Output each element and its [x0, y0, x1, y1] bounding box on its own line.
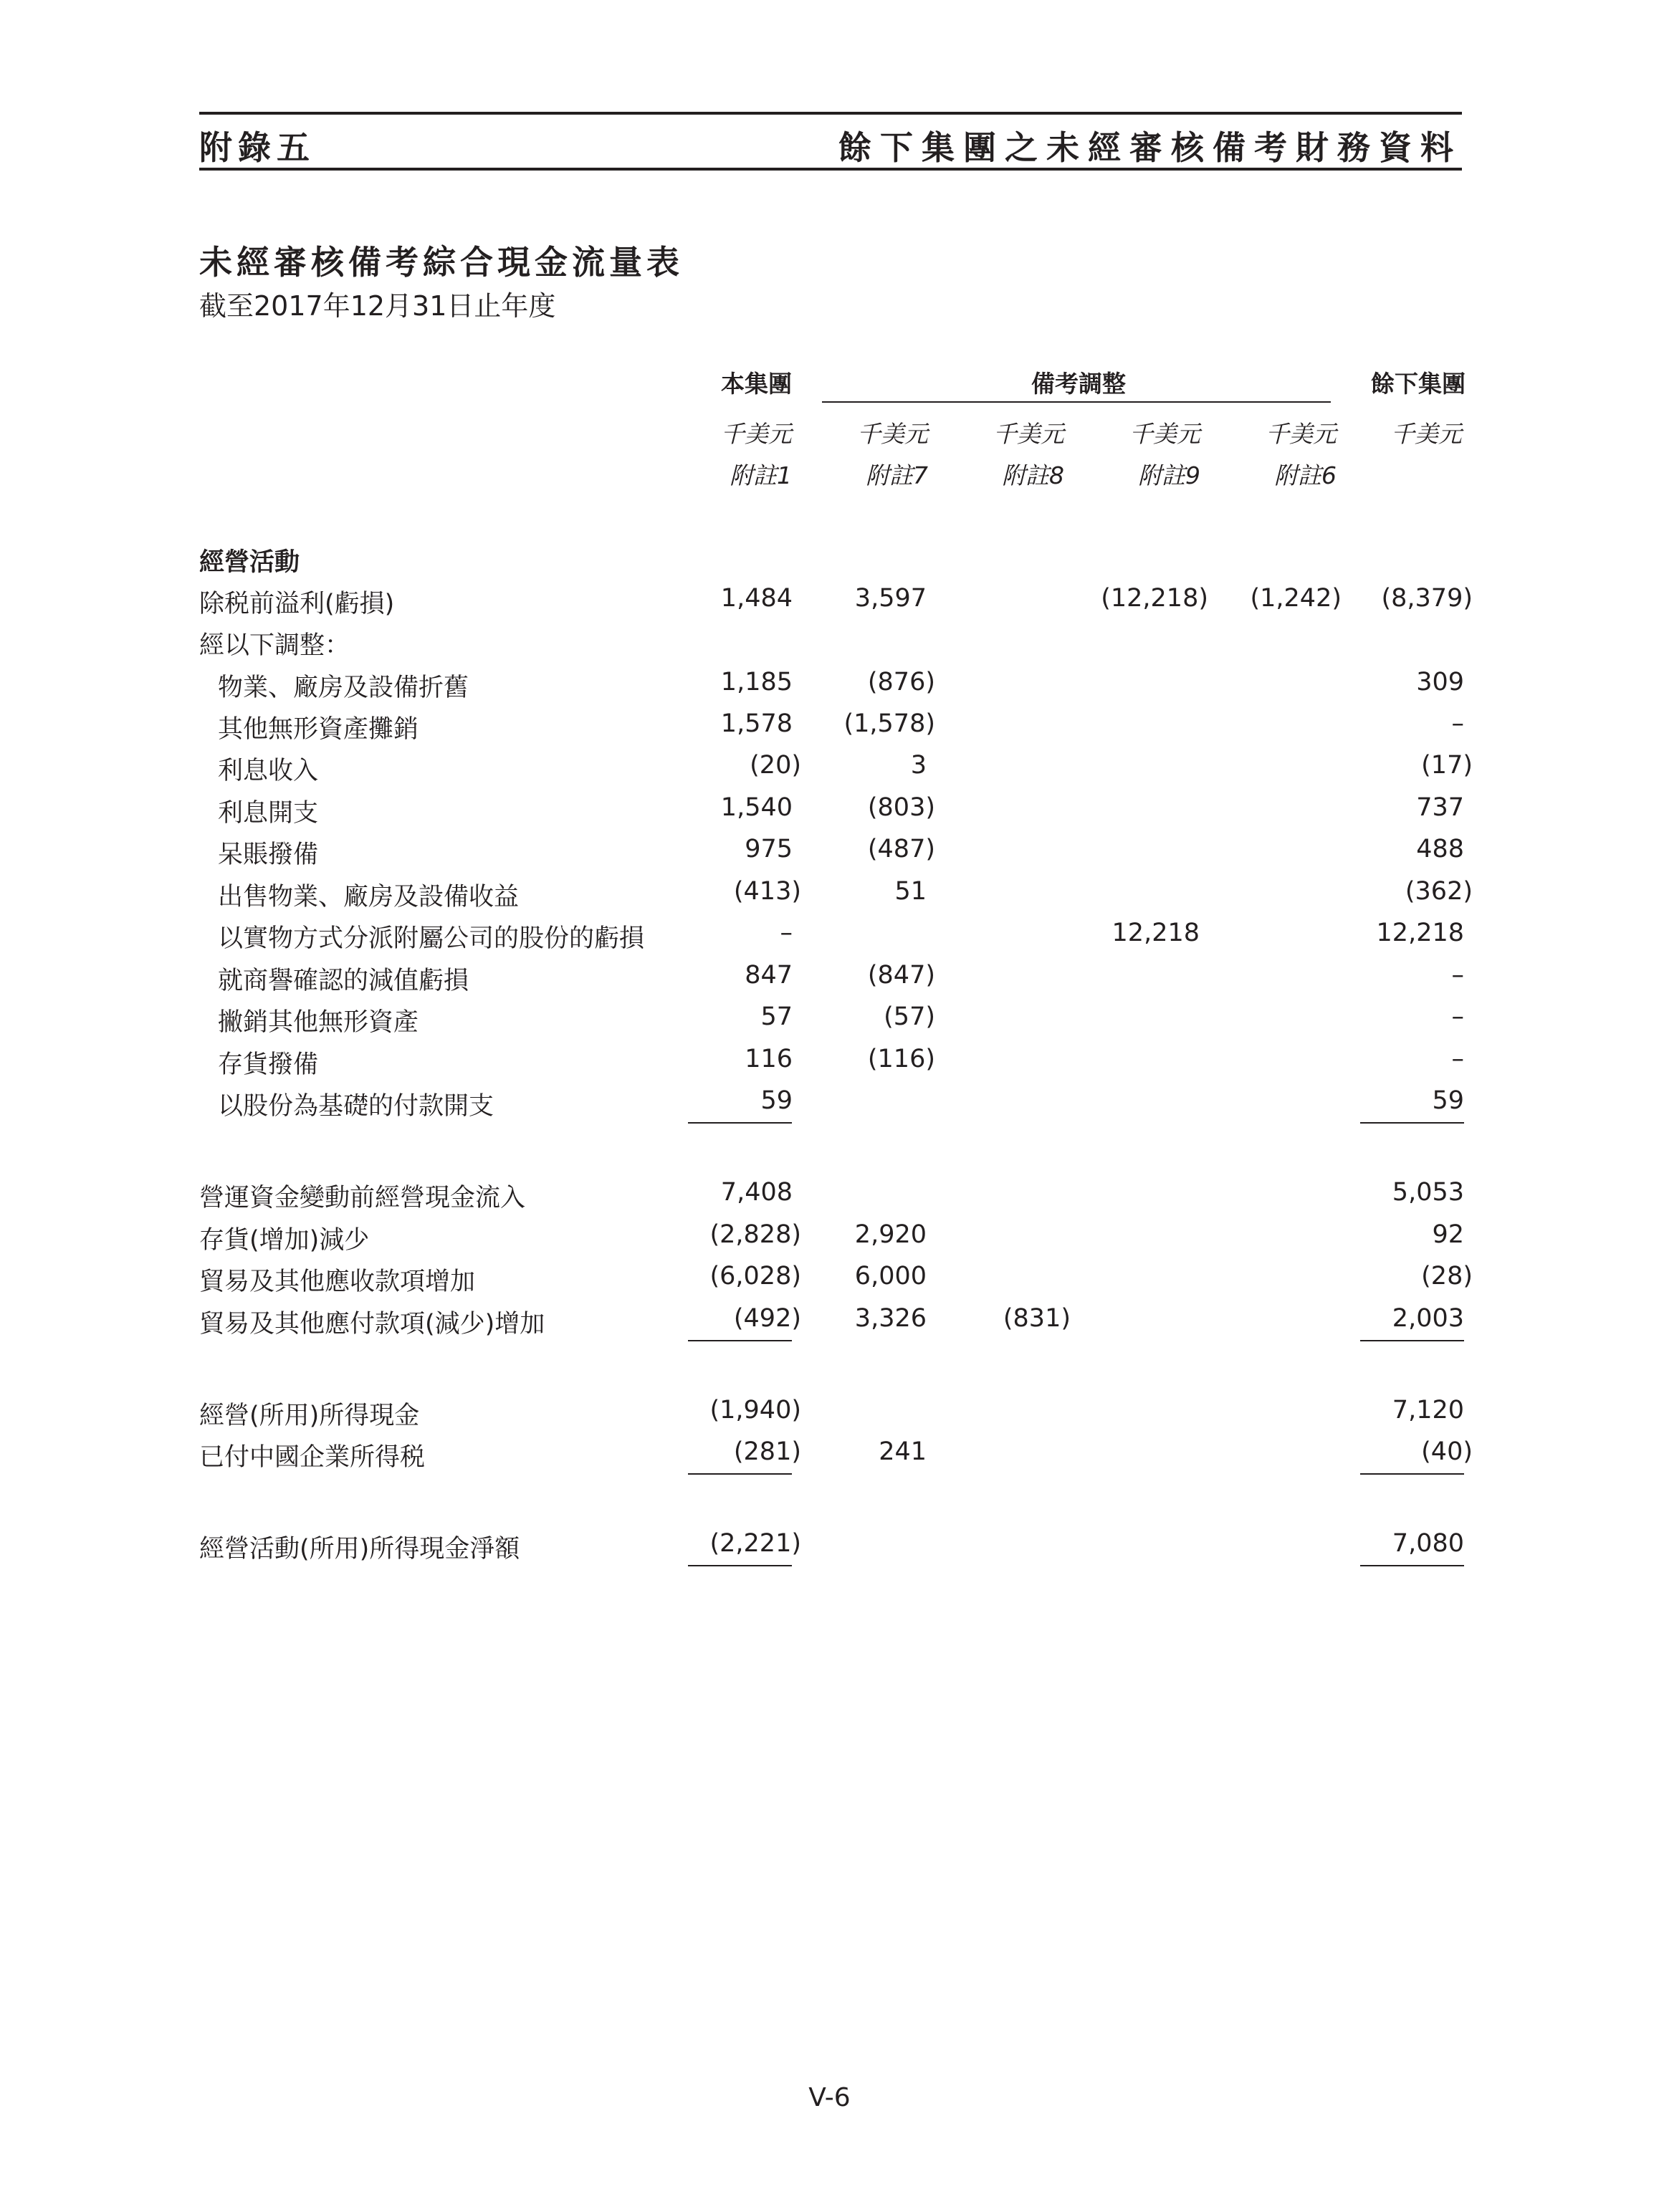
table-cell: (413) [733, 877, 801, 906]
note-col-3: 附註8 [1002, 461, 1064, 489]
note-col-2: 附註7 [866, 461, 928, 489]
table-cell: – [780, 919, 793, 947]
unit-col-5: 千美元 [1266, 420, 1337, 448]
table-cell: (2,221) [709, 1529, 801, 1558]
table-cell: (12,218) [1101, 584, 1208, 613]
table-cell: 7,080 [1392, 1529, 1464, 1558]
table-cell: (1,242) [1250, 584, 1342, 613]
total-rule [1360, 1565, 1464, 1566]
table-row [0, 1178, 1659, 1220]
row-label: 以股份為基礎的付款開支 [218, 1092, 494, 1121]
table-cell: (28) [1421, 1262, 1473, 1291]
row-label: 存貨(增加)減少 [199, 1226, 370, 1255]
table-cell: (40) [1421, 1437, 1473, 1466]
subtotal-rule [1360, 1340, 1464, 1341]
table-cell: 1,578 [720, 709, 793, 738]
table-row [0, 1002, 1659, 1044]
page-number: V-6 [808, 2083, 851, 2112]
table-cell: (2,828) [709, 1220, 801, 1249]
row-label: 存貨撥備 [218, 1050, 319, 1079]
table-cell: 737 [1416, 793, 1464, 822]
table-cell: 2,003 [1392, 1304, 1464, 1333]
table-cell: 241 [879, 1437, 927, 1466]
subtotal-rule [1360, 1473, 1464, 1475]
table-cell: 847 [745, 961, 793, 990]
table-cell: 116 [745, 1045, 793, 1073]
table-cell: (1,940) [709, 1396, 801, 1425]
table-row [0, 542, 1659, 584]
statement-title: 未經審核備考綜合現金流量表 [199, 243, 684, 282]
table-cell: 57 [760, 1002, 793, 1031]
table-cell: 1,484 [720, 584, 793, 613]
table-cell: (6,028) [709, 1262, 801, 1291]
table-cell: 92 [1432, 1220, 1464, 1249]
table-row [0, 584, 1659, 626]
statement-period: 截至2017年12月31日止年度 [199, 290, 556, 322]
row-label: 貿易及其他應付款項(減少)增加 [199, 1310, 545, 1339]
table-row [0, 877, 1659, 919]
table-row [0, 751, 1659, 793]
table-cell: 7,408 [720, 1178, 793, 1207]
table-cell: 6,000 [854, 1262, 927, 1291]
table-cell: (281) [733, 1437, 801, 1466]
col-heading-group: 本集團 [721, 370, 792, 398]
unit-col-1: 千美元 [721, 420, 792, 448]
total-rule [688, 1565, 792, 1566]
row-label: 經營(所用)所得現金 [199, 1402, 420, 1430]
row-label: 經營活動(所用)所得現金淨額 [199, 1535, 520, 1564]
unit-col-6: 千美元 [1391, 420, 1462, 448]
table-cell: 3 [910, 751, 927, 780]
table-cell: – [1451, 1045, 1464, 1073]
table-cell: (487) [867, 835, 935, 863]
table-cell: 975 [745, 835, 793, 863]
table-cell: 309 [1416, 668, 1464, 696]
table-cell: (20) [750, 751, 801, 780]
table-cell: – [1451, 961, 1464, 990]
header-bottom-rule [199, 168, 1462, 171]
table-row [0, 1396, 1659, 1437]
table-cell: 1,185 [720, 668, 793, 696]
table-cell: (362) [1405, 877, 1473, 906]
table-cell: – [1451, 1002, 1464, 1031]
row-label: 利息開支 [218, 799, 319, 828]
unit-col-4: 千美元 [1129, 420, 1200, 448]
subtotal-rule [688, 1122, 792, 1124]
table-row [0, 919, 1659, 960]
table-cell: (57) [884, 1002, 935, 1031]
table-cell: (803) [867, 793, 935, 822]
table-cell: 59 [760, 1086, 793, 1115]
table-cell: 3,326 [854, 1304, 927, 1333]
row-label: 就商譽確認的減值虧損 [218, 967, 469, 995]
table-cell: (8,379) [1381, 584, 1473, 613]
col-heading-adjustments: 備考調整 [1031, 370, 1126, 398]
table-cell: 1,540 [720, 793, 793, 822]
table-row [0, 626, 1659, 667]
table-row [0, 1262, 1659, 1303]
row-label: 經以下調整： [199, 631, 350, 660]
row-label: 經營活動 [199, 548, 300, 577]
table-cell: 51 [894, 877, 927, 906]
header-top-rule [199, 112, 1462, 115]
unit-col-3: 千美元 [993, 420, 1064, 448]
table-cell: (876) [867, 668, 935, 696]
appendix-label: 附錄五 [199, 128, 315, 167]
table-cell: 12,218 [1111, 919, 1200, 947]
table-cell: (831) [1003, 1304, 1071, 1333]
table-row [0, 835, 1659, 876]
table-cell: (17) [1421, 751, 1473, 780]
table-cell: 5,053 [1392, 1178, 1464, 1207]
table-cell: 2,920 [854, 1220, 927, 1249]
row-label: 利息收入 [218, 757, 319, 785]
table-cell: 3,597 [854, 584, 927, 613]
header-title: 餘下集團之未經審核備考財務資料 [838, 128, 1462, 167]
row-label: 營運資金變動前經營現金流入 [199, 1184, 526, 1212]
row-label: 出售物業、廠房及設備收益 [218, 883, 520, 911]
table-cell: (492) [733, 1304, 801, 1333]
table-cell: (847) [867, 961, 935, 990]
table-cell: 59 [1432, 1086, 1464, 1115]
row-label: 呆賬撥備 [218, 841, 319, 869]
table-row [0, 709, 1659, 751]
table-cell: 488 [1416, 835, 1464, 863]
subtotal-rule [1360, 1122, 1464, 1124]
table-cell: 7,120 [1392, 1396, 1464, 1425]
adjustments-heading-rule [822, 401, 1331, 403]
row-label: 已付中國企業所得税 [199, 1443, 426, 1472]
table-cell: (1,578) [843, 709, 935, 738]
row-label: 貿易及其他應收款項增加 [199, 1268, 476, 1296]
table-row [0, 1045, 1659, 1086]
note-col-1: 附註1 [730, 461, 792, 489]
table-row [0, 961, 1659, 1002]
note-col-4: 附註9 [1138, 461, 1200, 489]
row-label: 除税前溢利(虧損) [199, 590, 395, 618]
subtotal-rule [688, 1340, 792, 1341]
row-label: 撇銷其他無形資產 [218, 1008, 419, 1037]
table-cell: 12,218 [1376, 919, 1464, 947]
table-row [0, 793, 1659, 835]
note-col-5: 附註6 [1274, 461, 1337, 489]
row-label: 物業、廠房及設備折舊 [218, 674, 469, 702]
table-cell: (116) [867, 1045, 935, 1073]
table-cell: – [1451, 709, 1464, 738]
unit-col-2: 千美元 [857, 420, 928, 448]
row-label: 其他無形資產攤銷 [218, 715, 419, 744]
subtotal-rule [688, 1473, 792, 1475]
col-heading-remaining: 餘下集團 [1371, 370, 1466, 398]
row-label: 以實物方式分派附屬公司的股份的虧損 [218, 924, 645, 953]
table-row [0, 668, 1659, 709]
table-row [0, 1220, 1659, 1262]
